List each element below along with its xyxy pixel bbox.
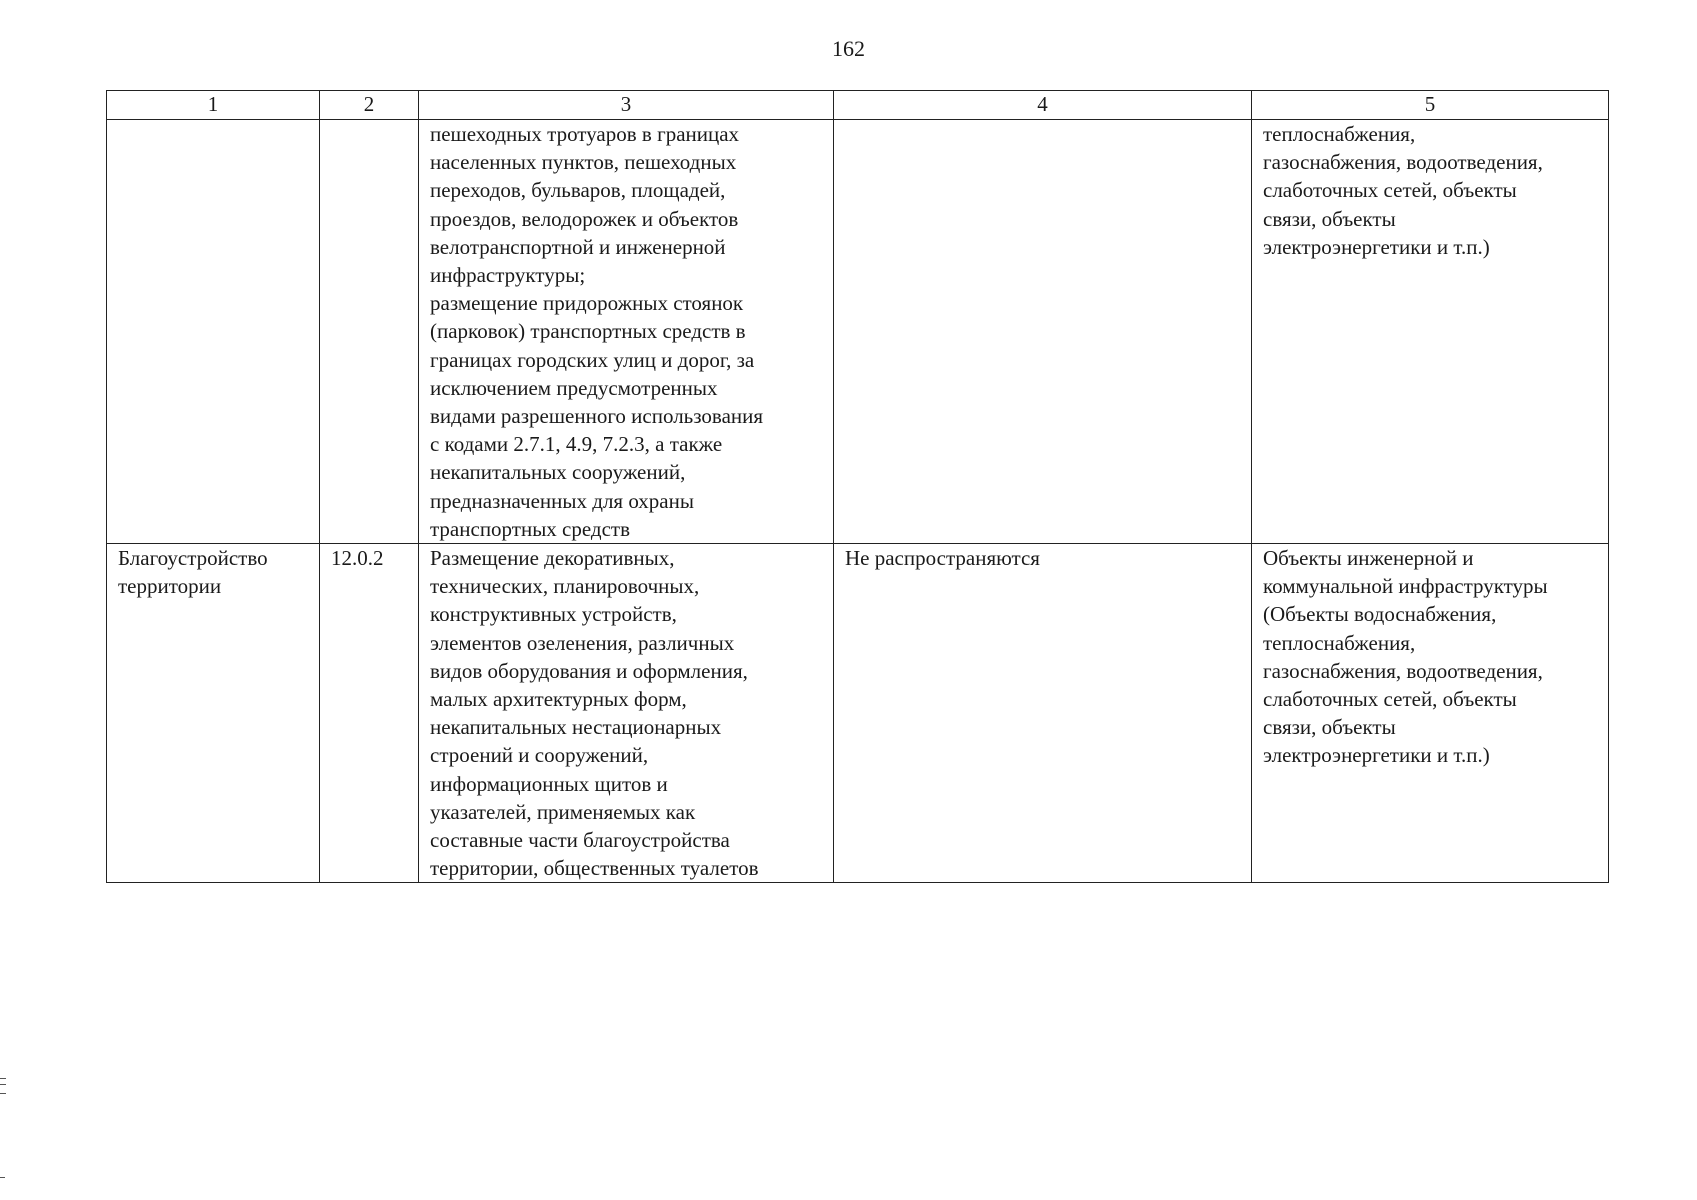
- cell-use-name: [107, 544, 320, 883]
- column-header-1: 1: [107, 91, 320, 120]
- cell-allowed-objects: [1252, 544, 1609, 883]
- cell-limits: [834, 544, 1252, 883]
- cell-use-code: [320, 544, 419, 883]
- column-header-5: 5: [1252, 91, 1609, 120]
- page-number: 162: [832, 36, 865, 61]
- margin-scan-dash: [0, 1177, 5, 1178]
- cell-text: Объекты инженерной и коммунальной инфраструктуры (Объекты водоснабжения, теплоснабжения, газоснабжения, водоотведения, слаботочных сетей, объекты связи, объекты электроэнергетики и т.п.): [1263, 546, 1548, 768]
- column-header-3: 3: [419, 91, 834, 120]
- table-row: [107, 120, 1609, 544]
- cell-text: пешеходных тротуаров в границах населенных пунктов, пешеходных переходов, бульваров, площадей, проездов, велодорожек и объектов велотранспортной и инженерной инфраструктуры; размещение придорожных стоянок (парковок) транспортных средств в границах городских улиц и дорог, за исключением предусмотренных видами разрешенного использования с кодами 2.7.1, 4.9, 7.2.3, а также некапитальных сооружений, предназначенных для охраны транспортных средств: [430, 122, 764, 541]
- margin-scan-mark: [0, 1078, 6, 1094]
- cell-use-description: [419, 120, 834, 544]
- cell-text: Не распространяются: [845, 546, 1040, 571]
- table-header-row: [107, 91, 1609, 120]
- land-use-table: [106, 90, 1609, 883]
- table-row: [107, 544, 1609, 883]
- cell-allowed-objects: [1252, 120, 1609, 544]
- cell-text: теплоснабжения, газоснабжения, водоотведения, слаботочных сетей, объекты связи, объекты электроэнергетики и т.п.): [1263, 122, 1543, 259]
- cell-text: Благоустройство территории: [118, 546, 268, 599]
- column-header-4: 4: [834, 91, 1252, 120]
- cell-text: 12.0.2: [331, 546, 384, 571]
- cell-use-code: [320, 120, 419, 544]
- cell-limits: [834, 120, 1252, 544]
- cell-use-description: [419, 544, 834, 883]
- cell-text: Размещение декоративных, технических, планировочных, конструктивных устройств, элементов озеленения, различных видов оборудования и оформления, малых архитектурных форм, некапитальных нестационарных строений и сооружений, информационных щитов и указателей, применяемых как составные части благоустройства территории, общественных туалетов: [430, 546, 759, 881]
- cell-use-name: [107, 120, 320, 544]
- column-header-2: 2: [320, 91, 419, 120]
